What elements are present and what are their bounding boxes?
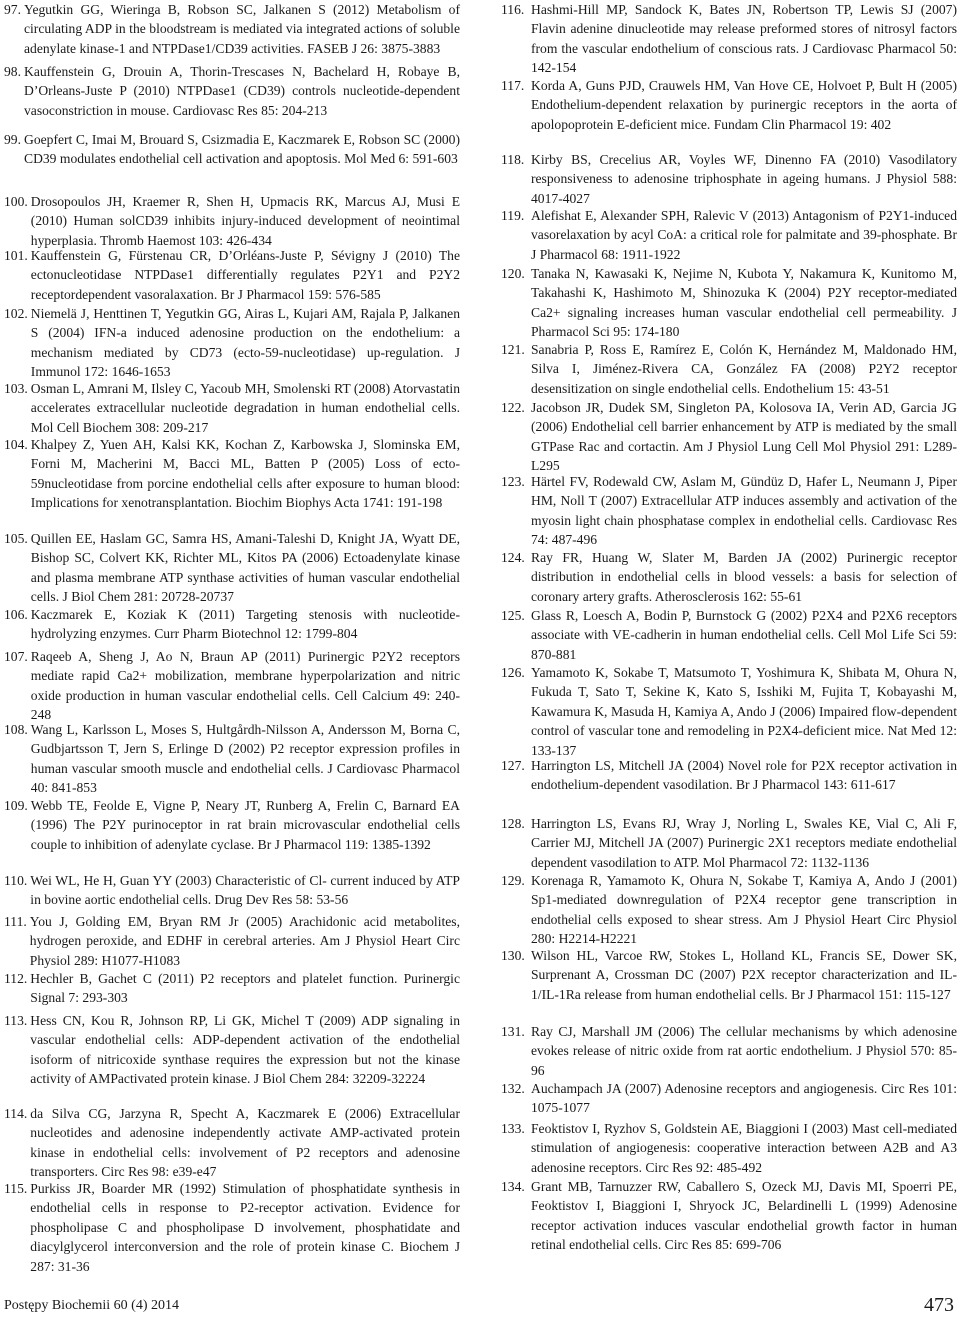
reference-text: Wei WL, He H, Guan YY (2003) Characteristic of Cl- current induced by ATP in bovine aortic endothelial cells. Drug Dev Res 58: 53-56 <box>30 873 460 908</box>
reference-number: 101. <box>4 248 28 263</box>
reference-text: Korda A, Guns PJD, Crauwels HM, Van Hove CE, Holvoet P, Bult H (2005) Endothelium-dependent relaxation by purinergic receptors in the aorta of apolopoprotein E-deficient mice. Fundam Clin Pharmacol 19: 402 <box>531 78 957 132</box>
reference-item <box>4 192 460 250</box>
reference-number: 97. <box>4 2 21 17</box>
reference-text: Khalpey Z, Yuen AH, Kalsi KK, Kochan Z, Karbowska J, Slominska EM, Forni M, Macherini M, Bacci ML, Batten P (2005) Loss of ecto-59nucleotidase from porcine endothelial cells after exposure to human blood: Implications for xenotransplantation. Biochim Biophys Acta 1741: 191-198 <box>30 437 460 511</box>
reference-item <box>501 398 957 476</box>
reference-number: 124. <box>501 550 525 565</box>
reference-number: 116. <box>501 2 525 17</box>
reference-item <box>501 548 957 606</box>
reference-text: Wilson HL, Varcoe RW, Stokes L, Holland KL, Francis SE, Dower SK, Surprenant A, Crossman DC (2007) P2X receptor characterization and IL-1/IL-1Ra release from human endothelial cells. Br J Pharmacol 151: 115-127 <box>531 948 957 1002</box>
reference-item <box>501 264 957 342</box>
reference-text: Kirby BS, Crecelius AR, Voyles WF, Dinenno FA (2010) Vasodilatory responsiveness to adenosine triphosphate in ageing humans. J Physiol 588: 4017-4027 <box>531 152 957 206</box>
reference-number: 115. <box>4 1181 28 1196</box>
reference-text: Hechler B, Gachet C (2011) P2 receptors and platelet function. Purinergic Signal 7: 293-303 <box>30 971 460 1006</box>
reference-item <box>4 529 460 607</box>
reference-text: Osman L, Amrani M, Ilsley C, Yacoub MH, Smolenski RT (2008) Atorvastatin accelerates extracellular nucleotide degradation in human endothelial cells. Mol Cell Biochem 308: 209-217 <box>30 381 460 435</box>
reference-text: Yamamoto K, Sokabe T, Matsumoto T, Yoshimura K, Shibata M, Ohura N, Fukuda T, Sato T, Sekine K, Kato S, Isshiki M, Fujita T, Kobayashi M, Kawamura K, Masuda H, Kamiya A, Ando J (2006) Impaired flow-dependent control of vascular tone and remodeling in P2X4-deficient mice. Nat Med 12: 133-137 <box>531 665 957 758</box>
reference-number: 109. <box>4 798 28 813</box>
reference-text: Raqeeb A, Sheng J, Ao N, Braun AP (2011) Purinergic P2Y2 receptors mediate rapid Ca2+ mobilization, membrane hyperpolarization and nitric oxide production in human vascular endothelial cells. Cell Calcium 49: 240-248 <box>30 649 460 723</box>
reference-number: 121. <box>501 342 525 357</box>
reference-number: 108. <box>4 722 28 737</box>
reference-number: 114. <box>4 1106 28 1121</box>
reference-item <box>501 1119 957 1177</box>
reference-text: Sanabria P, Ross E, Ramírez E, Colón K, Hernández M, Maldonado HM, Silva I, Jiménez-Rivera CA, González FA (2008) P2Y2 receptor desensitization on single endothelial cells. Endothelium 15: 43-51 <box>531 342 957 396</box>
reference-text: Glass R, Loesch A, Bodin P, Burnstock G (2002) P2X4 and P2X6 receptors associate with VE-cadherin in human endothelial cells. Cell Mol Life Sci 59: 870-881 <box>531 608 957 662</box>
reference-text: Ray FR, Huang W, Slater M, Barden JA (2002) Purinergic receptor distribution in endothelial cells in blood vessels: a basis for selection of coronary artery grafts. Atherosclerosis 162: 55-61 <box>531 550 957 604</box>
reference-text: Tanaka N, Kawasaki K, Nejime N, Kubota Y, Nakamura K, Kunitomo M, Takahashi K, Hashimoto M, Shinozuka K (2004) P2Y receptor-mediated Ca2+ signaling increases human vascular endothelial cell permeability. J Pharmacol Sci 95: 174-180 <box>531 266 957 340</box>
reference-item <box>501 1079 957 1118</box>
reference-text: You J, Golding EM, Bryan RM Jr (2005) Arachidonic acid metabolites, hydrogen peroxide, and EDHF in cerebral arteries. Am J Physiol Heart Circ Physiol 289: H1077-H1083 <box>29 914 460 968</box>
reference-text: Harrington LS, Mitchell JA (2004) Novel role for P2X receptor activation in endothelium-dependent vasodilation. Br J Pharmacol 143: 611-617 <box>531 758 957 793</box>
reference-item <box>4 1179 460 1276</box>
reference-number: 119. <box>501 208 525 223</box>
reference-text: Ray CJ, Marshall JM (2006) The cellular mechanisms by which adenosine evokes release of nitric oxide from rat aortic endothelium. J Physiol 570: 85-96 <box>531 1024 957 1078</box>
reference-text: Grant MB, Tarnuzzer RW, Caballero S, Ozeck MJ, Davis MI, Spoerri PE, Feoktistov I, Biaggioni I, Shryock JC, Belardinelli L (1999) Adenosine receptor activation induces vascular endothelial growth factor in human retinal endothelial cells. Circ Res 85: 699-706 <box>531 1179 957 1253</box>
reference-item <box>501 946 957 1004</box>
reference-item <box>4 304 460 382</box>
reference-number: 106. <box>4 607 28 622</box>
reference-item <box>4 435 460 513</box>
reference-number: 125. <box>501 608 525 623</box>
reference-number: 98. <box>4 64 21 79</box>
reference-item <box>501 1022 957 1080</box>
reference-item <box>501 756 957 795</box>
reference-number: 105. <box>4 531 28 546</box>
reference-item <box>4 605 460 644</box>
reference-number: 103. <box>4 381 28 396</box>
reference-number: 129. <box>501 873 525 888</box>
reference-text: Quillen EE, Haslam GC, Samra HS, Amani-Taleshi D, Knight JA, Wyatt DE, Bishop SC, Colvert KK, Richter ML, Kitos PA (2006) Ectoadenylate kinase and plasma membrane ATP synthase activities of human vascular endothelial cells. J Biol Chem 281: 20728-20737 <box>30 531 460 605</box>
reference-text: Kaczmarek E, Koziak K (2011) Targeting stenosis with nucleotide-hydrolyzing enzymes. Curr Pharm Biotechnol 12: 1799-804 <box>30 607 460 642</box>
reference-item <box>501 1177 957 1255</box>
reference-number: 117. <box>501 78 525 93</box>
reference-number: 126. <box>501 665 525 680</box>
reference-number: 130. <box>501 948 525 963</box>
reference-text: Wang L, Karlsson L, Moses S, Hultgårdh-Nilsson A, Andersson M, Borna C, Gudbjartsson T, Jern S, Erlinge D (2002) P2 receptor expression profiles in human vascular smooth muscle and endothelial cells. J Cardiovasc Pharmacol 40: 841-853 <box>30 722 460 796</box>
reference-item <box>4 62 460 120</box>
page-number: 473 <box>924 1294 954 1316</box>
reference-item <box>4 912 460 970</box>
reference-text: Harrington LS, Evans RJ, Wray J, Norling L, Swales KE, Vial C, Ali F, Carrier MJ, Mitchell JA (2007) Purinergic 2X1 receptors mediate endothelial dependent vasodilation to ATP. Mol Pharmacol 72: 1132-1136 <box>531 816 957 870</box>
reference-text: Alefishat E, Alexander SPH, Ralevic V (2013) Antagonism of P2Y1-induced vasorelaxation by acyl CoA: a critical role for palmitate and 39-phosphate. Br J Pharmacol 68: 1911-1922 <box>531 208 957 262</box>
reference-text: Jacobson JR, Dudek SM, Singleton PA, Kolosova IA, Verin AD, Garcia JG (2006) Endothelial cell barrier enhancement by ATP is mediated by the small GTPase Rac and cortactin. Am J Physiol Lung Cell Mol Physiol 291: L289-L295 <box>531 400 957 474</box>
reference-number: 132. <box>501 1081 525 1096</box>
reference-item <box>501 76 957 134</box>
reference-number: 131. <box>501 1024 525 1039</box>
reference-text: Hess CN, Kou R, Johnson RP, Li GK, Michel T (2009) ADP signaling in vascular endothelial cells: ADP-dependent activation of the endothelial isoform of nitricoxide synthase requires the expression but not the kinase activity of AMPactivated protein kinase. J Biol Chem 284: 32209-32224 <box>30 1013 460 1087</box>
reference-item <box>501 206 957 264</box>
reference-item <box>4 1104 460 1182</box>
reference-text: Purkiss JR, Boarder MR (1992) Stimulation of phosphatidate synthesis in endothelial cells in response to P2-receptor activation. Evidence for phospholipase C and phospholipase D involvement, phosphatidate and diacylglycerol interconversion and the role of protein kinase C. Biochem J 287: 31-36 <box>30 1181 460 1274</box>
reference-text: Goepfert C, Imai M, Brouard S, Csizmadia E, Kaczmarek E, Robson SC (2000) CD39 modulates endothelial cell activation and apoptosis. Mol Med 6: 591-603 <box>24 132 460 167</box>
reference-item <box>501 0 957 78</box>
reference-number: 107. <box>4 649 28 664</box>
reference-text: Kauffenstein G, Drouin A, Thorin-Trescases N, Bachelard H, Robaye B, D’Orleans-Juste P (2010) NTPDase1 (CD39) controls nucleotide-dependent vasoconstriction in mouse. Cardiovasc Res 85: 204-213 <box>24 64 460 118</box>
reference-number: 134. <box>501 1179 525 1194</box>
reference-text: Härtel FV, Rodewald CW, Aslam M, Gündüz D, Hafer L, Neumann J, Piper HM, Noll T (2007) Extracellular ATP induces assembly and activation of the myosin light chain phosphatase complex in endothelial cells. Cardiovasc Res 74: 487-496 <box>531 474 957 548</box>
reference-text: Hashmi-Hill MP, Sandock K, Bates JN, Robertson TP, Lewis SJ (2007) Flavin adenine dinucleotide may release preformed stores of nitrosyl factors from the vascular endothelium of conscious rats. J Cardiovasc Pharmacol 50: 142-154 <box>531 2 957 76</box>
reference-text: Kauffenstein G, Fürstenau CR, D’Orléans-Juste P, Sévigny J (2010) The ectonucleotidase NTPDase1 differentially regulates P2Y1 and P2Y2 receptordependent vasoralaxation. Br J Pharmacol 159: 576-585 <box>30 248 460 302</box>
reference-text: Feoktistov I, Ryzhov S, Goldstein AE, Biaggioni I (2003) Mast cell-mediated stimulation of angiogenesis: cooperative interaction between A2B and A3 adenosine receptors. Circ Res 92: 485-492 <box>531 1121 957 1175</box>
reference-item <box>4 720 460 798</box>
reference-number: 122. <box>501 400 525 415</box>
reference-item <box>501 871 957 949</box>
reference-number: 99. <box>4 132 21 147</box>
reference-number: 112. <box>4 971 28 986</box>
journal-footer: Postępy Biochemii 60 (4) 2014 <box>4 1298 179 1313</box>
reference-item <box>4 0 460 58</box>
reference-item <box>501 472 957 550</box>
reference-text: Yegutkin GG, Wieringa B, Robson SC, Jalkanen S (2012) Metabolism of circulating ADP in the bloodstream is mediated via integrated actions of soluble adenylate kinase-1 and NTPDase1/CD39 activities. FASEB J 26: 3875-3883 <box>24 2 460 56</box>
reference-item <box>4 130 460 169</box>
reference-number: 100. <box>4 194 28 209</box>
reference-item <box>4 871 460 910</box>
reference-item <box>501 663 957 760</box>
reference-item <box>4 796 460 854</box>
reference-item <box>4 246 460 304</box>
reference-number: 118. <box>501 152 525 167</box>
reference-item <box>501 150 957 208</box>
reference-item <box>4 379 460 437</box>
reference-item <box>4 647 460 725</box>
reference-text: da Silva CG, Jarzyna R, Specht A, Kaczmarek E (2006) Extracellular nucleotides and adenosine independently activate AMP-activated protein kinase in endothelial cells: involvement of P2 receptors and adenosine transporters. Circ Res 98: e39-e47 <box>30 1106 460 1180</box>
reference-text: Niemelä J, Henttinen T, Yegutkin GG, Airas L, Kujari AM, Rajala P, Jalkanen S (2004) IFN-a induced adenosine production on the endothelium: a mechanism mediated by CD73 (ecto-59-nucleotidase) up-regulation. J Immunol 172: 1646-1653 <box>30 306 460 380</box>
reference-text: Drosopoulos JH, Kraemer R, Shen H, Upmacis RK, Marcus AJ, Musi E (2010) Human solCD39 inhibits injury-induced development of neointimal hyperplasia. Thromb Haemost 103: 426-434 <box>30 194 460 248</box>
reference-number: 128. <box>501 816 525 831</box>
reference-text: Korenaga R, Yamamoto K, Ohura N, Sokabe T, Kamiya A, Ando J (2001) Sp1-mediated downregulation of P2X4 receptor gene transcription in endothelial cells exposed to shear stress. Am J Physiol Heart Circ Physiol 280: H2214-H2221 <box>531 873 957 947</box>
reference-number: 104. <box>4 437 28 452</box>
reference-item <box>4 1011 460 1089</box>
reference-number: 110. <box>4 873 28 888</box>
reference-number: 102. <box>4 306 28 321</box>
reference-text: Auchampach JA (2007) Adenosine receptors and angiogenesis. Circ Res 101: 1075-1077 <box>531 1081 957 1116</box>
reference-number: 123. <box>501 474 525 489</box>
reference-number: 120. <box>501 266 525 281</box>
reference-item <box>4 969 460 1008</box>
reference-item <box>501 814 957 872</box>
reference-number: 127. <box>501 758 525 773</box>
reference-number: 113. <box>4 1013 28 1028</box>
reference-item <box>501 606 957 664</box>
reference-item <box>501 340 957 398</box>
reference-number: 133. <box>501 1121 525 1136</box>
reference-number: 111. <box>4 914 27 929</box>
reference-text: Webb TE, Feolde E, Vigne P, Neary JT, Runberg A, Frelin C, Barnard EA (1996) The P2Y purinoceptor in rat brain microvascular endothelial cells couple to inhibition of adenylate cyclase. Br J Pharmacol 119: 1385-1392 <box>30 798 460 852</box>
